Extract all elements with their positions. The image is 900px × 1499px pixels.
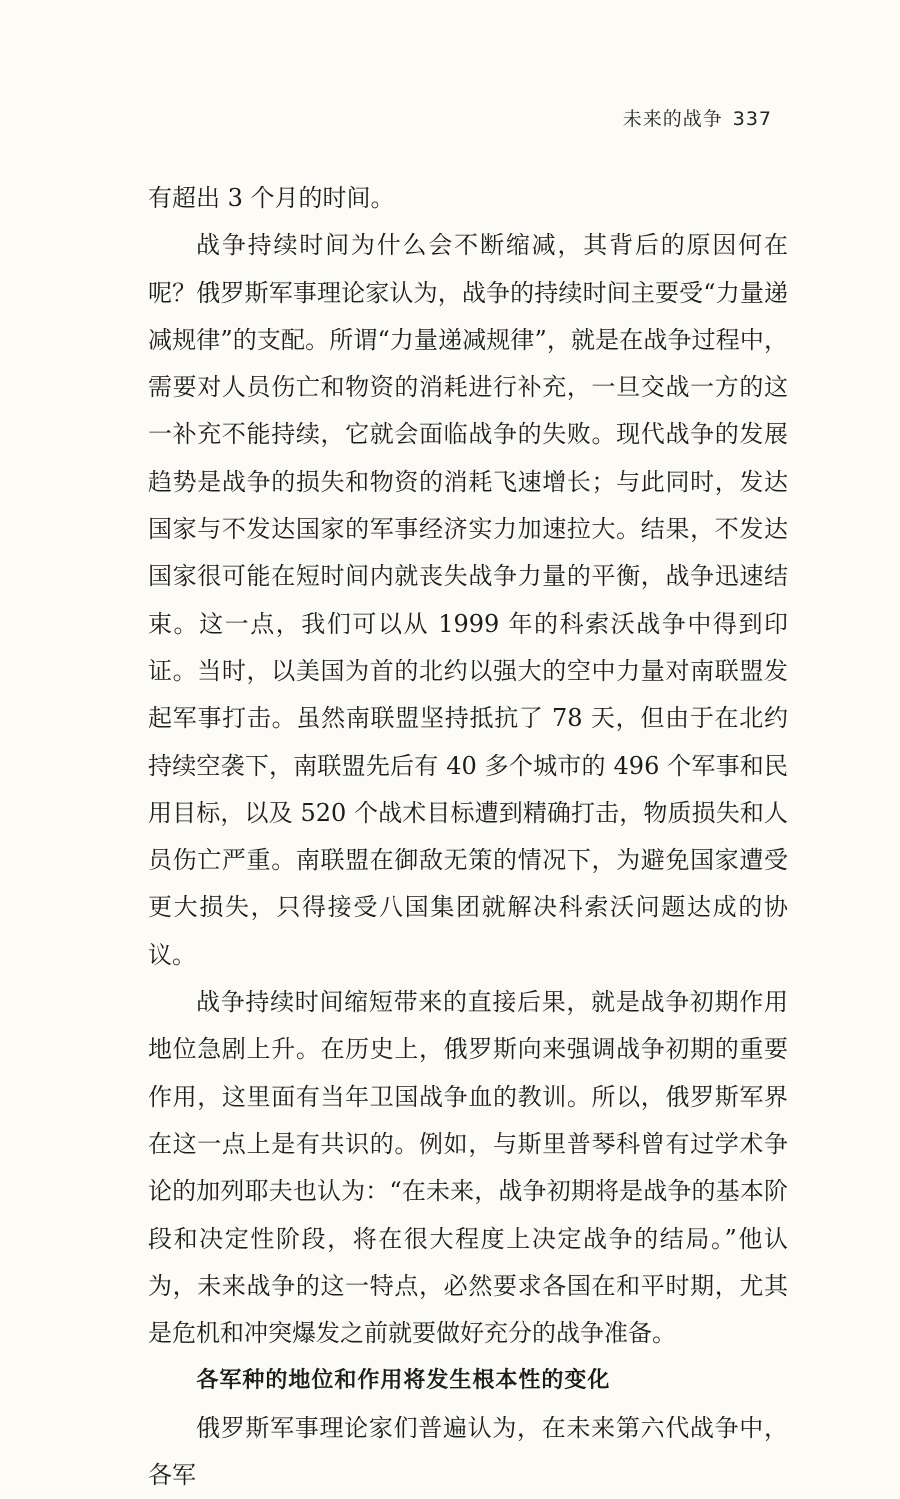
paragraph-initial-period: 战争持续时间缩短带来的直接后果，就是战争初期作用地位急剧上升。在历史上，俄罗斯向来强调战争初期的重要作用，这里面有当年卫国战争血的教训。所以，俄罗斯军界在这一点上是有共识的。例如，与斯里普琴科曾有过学术争论的加列耶夫也认为：“在未来，战争初期将是战争的基本阶段和决定性阶段，将在很大程度上决定战争的结局。”他认为，未来战争的这一特点，必然要求各国在和平时期，尤其是危机和冲突爆发之前就要做好充分的战争准备。 bbox=[148, 988, 788, 1348]
page-body bbox=[148, 175, 788, 1499]
running-header bbox=[623, 104, 772, 131]
running-title: 未来的战争 bbox=[622, 108, 723, 130]
paragraph-war-duration: 战争持续时间为什么会不断缩减，其背后的原因何在呢？俄罗斯军事理论家认为，战争的持续时间主要受“力量递减规律”的支配。所谓“力量递减规律”，就是在战争过程中，需要对人员伤亡和物资的消耗进行补充，一旦交战一方的这一补充不能持续，它就会面临战争的失败。现代战争的发展趋势是战争的损失和物资的消耗飞速增长；与此同时，发达国家与不发达国家的军事经济实力加速拉大。结果，不发达国家很可能在短时间内就丧失战争力量的平衡，战争迅速结束。这一点，我们可以从 1999 年的科索沃战争中得到印证。当时，以美国为首的北约以强大的空中力量对南联盟发起军事打击。虽然南联盟坚持抵抗了 78 天，但由于在北约持续空袭下，南联盟先后有 40 多个城市的 496 个军事和民用目标，以及 520 个战术目标遭到精确打击，物质损失和人员伤亡严重。南联盟在御敌无策的情况下，为避免国家遭受更大损失，只得接受八国集团就解决科索沃问题达成的协议。 bbox=[148, 231, 788, 969]
paragraph-continued: 有超出 3 个月的时间。 bbox=[148, 184, 395, 212]
section-heading: 各军种的地位和作用将发生根本性的变化 bbox=[196, 1368, 611, 1394]
paragraph-services: 俄罗斯军事理论家们普遍认为，在未来第六代战争中，各军 bbox=[148, 1413, 788, 1490]
page-number: 337 bbox=[732, 108, 772, 130]
